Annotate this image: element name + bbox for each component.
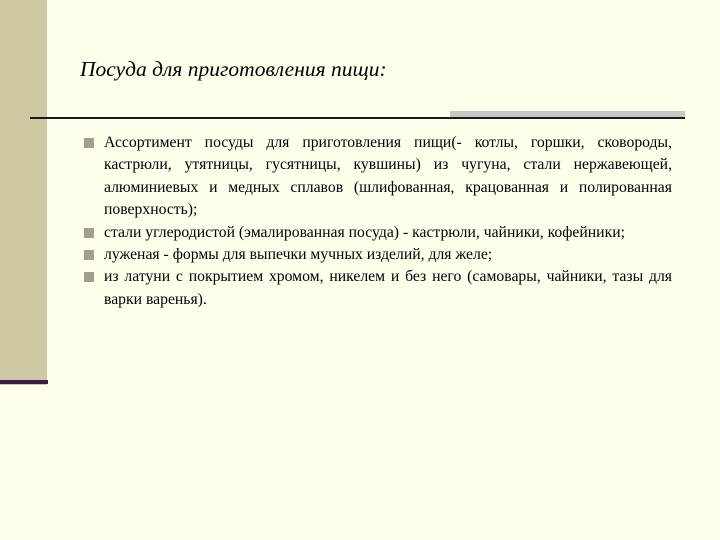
bullet-text: стали углеродистой (эмалированная посуда) - кастрюли, чайники, кофейники;	[104, 223, 625, 241]
bullet-list	[84, 132, 672, 311]
bullet-text: Ассортимент посуды для приготовления пищи(- котлы, горшки, сковороды, кастрюли, утятницы, гусятницы, кувшины) из чугуна, стали нержавеющей, алюминиевых и медных сплавов (шлифованная, крацованная и полированная поверхность);	[104, 134, 672, 219]
bullet-item	[84, 222, 672, 244]
square-bullet-icon	[84, 250, 94, 260]
slide-title: Посуда для приготовления пищи:	[80, 57, 387, 81]
bullet-item	[84, 266, 672, 311]
square-bullet-icon	[84, 272, 94, 282]
square-bullet-icon	[84, 228, 94, 238]
title-underline	[30, 117, 685, 119]
bullet-text: из латуни с покрытием хромом, никелем и без него (самовары, чайники, тазы для варки варенья).	[104, 268, 672, 308]
bullet-item	[84, 244, 672, 266]
left-band-rule	[0, 380, 48, 384]
square-bullet-icon	[84, 138, 94, 148]
bullet-text: луженая - формы для выпечки мучных изделий, для желе;	[104, 246, 493, 264]
left-decorative-band	[0, 0, 47, 385]
bullet-item	[84, 132, 672, 222]
